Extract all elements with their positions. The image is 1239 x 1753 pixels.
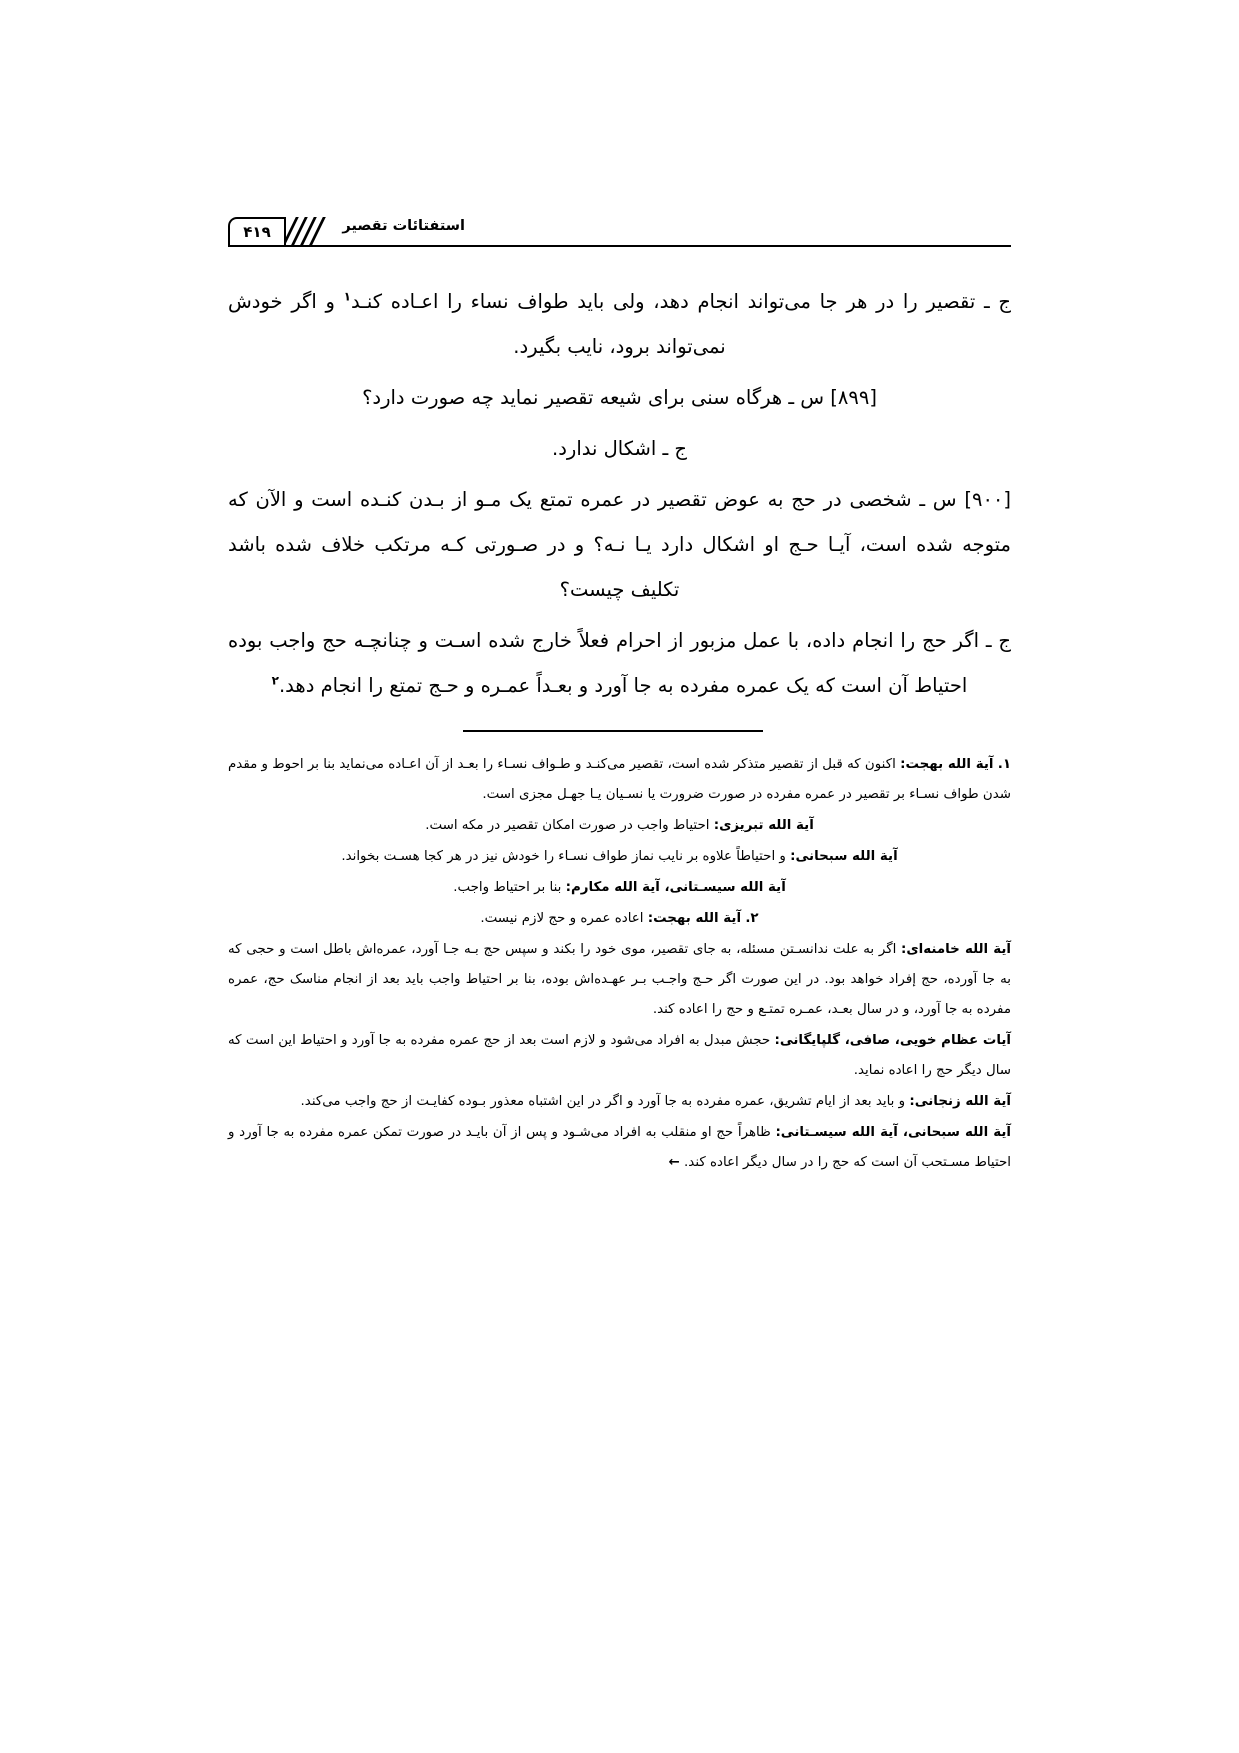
footnote-2-entry-3 (228, 1026, 1011, 1086)
answer-898-tail: و اگر خودش نمی‌تواند برود، نایب بگیرد. (228, 290, 726, 358)
slash-ornament-icon (284, 217, 330, 247)
footnote-2-entry-1-label: آیة الله بهجت: (647, 911, 742, 926)
answer-898-text: ج ـ تقصیر را در هر جا می‌تواند انجام دهد، ولی باید طواف نساء را اعـاده کنـد (350, 290, 1011, 313)
footnote-2-entry-5 (228, 1118, 1011, 1178)
footnote-1-entry-2 (228, 811, 1011, 841)
footnote-1-entry-3-label: آیة الله سبحانی: (790, 849, 898, 864)
footnote-2-entry-5-label: آیة الله سبحانی، آیة الله سیسـتانی: (775, 1125, 1012, 1140)
footnote-2-entry-4-label: آیة الله زنجانی: (909, 1094, 1011, 1109)
footnote-2-number: ۲. (745, 911, 759, 926)
paragraph-answer-899: ج ـ اشکال ندارد. (552, 437, 687, 460)
page-number: ۴۱۹ (243, 222, 271, 241)
footnote-2-entry-4 (228, 1087, 1011, 1117)
footnote-1-entry-2-text: احتیاط واجب در صورت امکان تقصیر در مکه است. (425, 818, 714, 833)
footnote-1-entry-4-text: بنا بر احتیاط واجب. (453, 880, 566, 895)
paragraph-question-899: [۸۹۹] س ـ هرگاه سنی برای شیعه تقصیر نماید چه صورت دارد؟ (362, 386, 877, 409)
footnote-1-entry-1-label: آیة الله بهجت: (900, 757, 994, 772)
footnote-1-entry-4-label: آیة الله سیسـتانی، آیة الله مکارم: (565, 880, 786, 895)
footnote-1-number: ۱. (997, 757, 1011, 772)
paragraph-question-900: [۹۰۰] س ـ شخصی در حج به عوض تقصیر در عمره تمتع یک مـو از بـدن کنـده است و الآن که متوجه شده است، آیـا حـج او اشکال دارد یـا نـه؟ و در صـورتی کـه مرتکب خلاف شده باشد تکلیف چیست؟ (228, 488, 1011, 601)
footnote-2-entry-1-text: اعاده عمره و حج لازم نیست. (480, 911, 648, 926)
footnote-ref-1[interactable]: ۱ (343, 289, 351, 304)
footnote-2-entry-4-text: و باید بعد از ایام تشریق، عمره مفرده به جا آورد و اگر در این اشتباه معذور بـوده کفایـت از حج واجب می‌کند. (300, 1094, 910, 1109)
page-number-box (228, 217, 286, 247)
running-header (228, 205, 1011, 251)
body-text (228, 279, 1011, 708)
footnote-2-entry-3-text: حجش مبدل به افراد می‌شود و لازم است بعد از حج عمره مفرده به جا آورد و احتیاط این است که سال دیگر حج را اعاده نماید. (228, 1033, 1011, 1078)
footnote-2-entry-3-label: آیات عظام خویی، صافی، گلپایگانی: (774, 1033, 1011, 1048)
answer-900-text: ج ـ اگر حج را انجام داده، با عمل مزبور از احرام فعلاً خارج شده اسـت و چنانچـه حج واجب بوده احتیاط آن است که یک عمره مفرده به جا آورد و بعـداً عمـره و حـج تمتع را انجام دهد. (228, 629, 1011, 697)
footnote-1-entry-3 (228, 842, 1011, 872)
footnote-2-entry-2-text: اگر به علت ندانسـتن مسئله، به جای تقصیر، موی خود را بکند و سپس حج بـه جـا آورد، عمره‌اش باطل است و حجی که به جا آورده، حج إفراد خواهد بود. در این صورت اگر حـج واجـب بـر عهـده‌اش بوده، بنا بر احتیاط واجب باید بعد از انجام مناسک حج، عمره مفرده به جا آورد، و در سال بعـد، عمـره تمتـع و حج را اعاده کند. (228, 942, 1011, 1017)
footnote-1-entry-3-text: و احتیاطاً علاوه بر نایب نماز طواف نسـاء را خودش نیز در هر کجا هسـت بخواند. (341, 849, 791, 864)
footnote-1-entry-1 (228, 750, 1011, 810)
footnote-separator (463, 730, 763, 732)
header-divider (228, 245, 1011, 247)
header-chapter-title: استفتائات تقصیر (342, 218, 465, 234)
footnote-1-entry-4 (228, 873, 1011, 903)
footnote-2-entry-2-label: آیة الله خامنه‌ای: (901, 942, 1012, 957)
paragraph-answer-900 (228, 618, 1011, 708)
footnote-1-entry-1-text: اکنون که قبل از تقصیر متذکر شده است، تقصیر می‌کنـد و طـواف نسـاء را بعـد از آن اعـاده می‌نماید بنا بر احوط و مقدم شدن طواف نسـاء بر تقصیر در عمره مفرده در صورت ضرورت یا نسـیان یـا جهـل مجزی است. (228, 757, 1011, 802)
footnote-2-entry-1 (228, 904, 1011, 934)
footnote-2-entry-5-text: ظاهراً حج او منقلب به افراد می‌شـود و پس از آن بایـد در صورت تمکن عمره مفرده به جا آورد و احتیاط مسـتحب آن است که حج را در سال دیگر اعاده کند. (228, 1125, 1011, 1170)
page-content (228, 205, 1011, 1179)
continuation-arrow-icon: ← (668, 1155, 680, 1170)
footnote-2-entry-2 (228, 935, 1011, 1025)
footnote-section (228, 750, 1011, 1178)
paragraph-answer-898 (228, 279, 1011, 369)
footnote-1-entry-2-label: آیة الله تبریزی: (713, 818, 814, 833)
footnote-ref-2[interactable]: ۲ (271, 673, 279, 688)
